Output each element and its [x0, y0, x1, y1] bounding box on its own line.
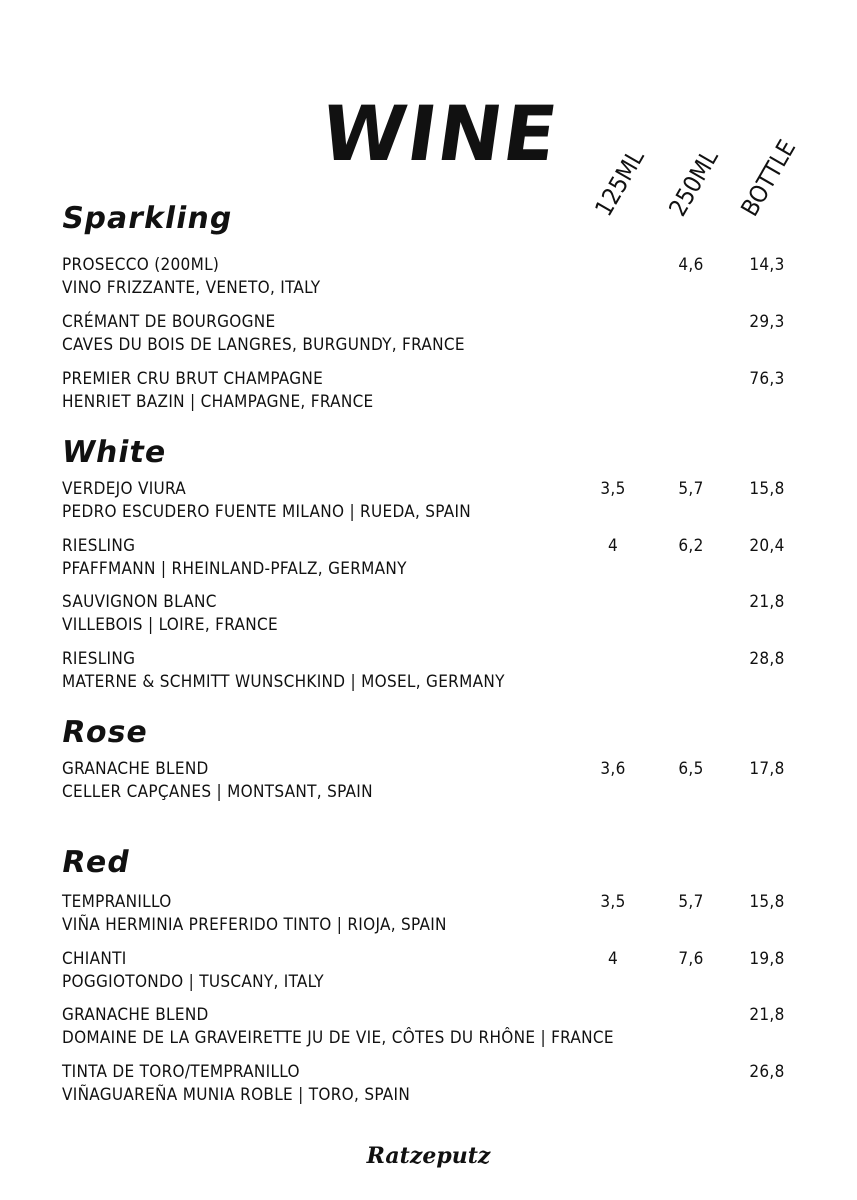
price-250ml: 5,7 [678, 479, 704, 499]
price-bottle: 19,8 [749, 949, 785, 969]
wine-name: PREMIER CRU BRUT CHAMPAGNE [62, 369, 324, 389]
price-bottle: 15,8 [749, 892, 785, 912]
wine-item [62, 311, 802, 357]
price-bottle: 20,4 [749, 536, 785, 556]
price-bottle: 29,3 [749, 312, 785, 332]
wine-item [62, 478, 802, 524]
wine-origin: VIÑAGUAREÑA MUNIA ROBLE | TORO, SPAIN [62, 1085, 411, 1105]
wine-name: RIESLING [62, 536, 136, 556]
wine-name: VERDEJO VIURA [62, 479, 187, 499]
price-bottle: 14,3 [749, 255, 785, 275]
wine-name: RIESLING [62, 649, 136, 669]
wine-name: TEMPRANILLO [62, 892, 172, 912]
wine-item [62, 1061, 802, 1107]
wine-name: CRÉMANT DE BOURGOGNE [62, 312, 276, 332]
price-bottle: 17,8 [749, 759, 785, 779]
price-125ml: 4 [607, 949, 619, 969]
column-header-bottle: BOTTLE [735, 135, 802, 221]
wine-item [62, 591, 802, 637]
section-heading-rose: Rose [59, 715, 152, 750]
wine-origin: VINO FRIZZANTE, VENETO, ITALY [62, 278, 321, 298]
price-bottle: 28,8 [749, 649, 785, 669]
wine-name: SAUVIGNON BLANC [62, 592, 217, 612]
wine-origin: POGGIOTONDO | TUSCANY, ITALY [62, 972, 324, 992]
wine-origin: HENRIET BAZIN | CHAMPAGNE, FRANCE [62, 392, 374, 412]
price-125ml: 3,5 [600, 892, 626, 912]
price-125ml: 3,6 [600, 759, 626, 779]
wine-item [62, 535, 802, 581]
price-250ml: 5,7 [678, 892, 704, 912]
wine-item [62, 948, 802, 994]
brand-logo: Ratzeputz [366, 1143, 491, 1169]
price-250ml: 6,5 [678, 759, 704, 779]
price-bottle: 76,3 [749, 369, 785, 389]
wine-name: GRANACHE BLEND [62, 1005, 209, 1025]
wine-item [62, 368, 802, 414]
price-250ml: 4,6 [678, 255, 704, 275]
wine-name: TINTA DE TORO/TEMPRANILLO [62, 1062, 300, 1082]
wine-name: PROSECCO (200ML) [62, 255, 220, 275]
price-125ml: 4 [607, 536, 619, 556]
wine-origin: PFAFFMANN | RHEINLAND-PFALZ, GERMANY [62, 559, 407, 579]
price-bottle: 21,8 [749, 1005, 785, 1025]
wine-origin: PEDRO ESCUDERO FUENTE MILANO | RUEDA, SPAIN [62, 502, 472, 522]
wine-origin: DOMAINE DE LA GRAVEIRETTE JU DE VIE, CÔTES DU RHÔNE | FRANCE [62, 1028, 614, 1048]
price-bottle: 21,8 [749, 592, 785, 612]
section-heading-white: White [59, 435, 170, 470]
wine-origin: VIÑA HERMINIA PREFERIDO TINTO | RIOJA, SPAIN [62, 915, 447, 935]
wine-item [62, 891, 802, 937]
price-250ml: 6,2 [678, 536, 704, 556]
wine-name: CHIANTI [62, 949, 127, 969]
price-250ml: 7,6 [678, 949, 704, 969]
wine-item [62, 254, 802, 300]
wine-item [62, 1004, 802, 1050]
price-125ml: 3,5 [600, 479, 626, 499]
wine-origin: MATERNE & SCHMITT WUNSCHKIND | MOSEL, GERMANY [62, 672, 505, 692]
wine-item [62, 758, 802, 804]
wine-name: GRANACHE BLEND [62, 759, 209, 779]
wine-origin: VILLEBOIS | LOIRE, FRANCE [62, 615, 278, 635]
column-header-125ml: 125ML [589, 144, 650, 221]
page-title: WINE [315, 89, 565, 178]
price-bottle: 26,8 [749, 1062, 785, 1082]
wine-item [62, 648, 802, 694]
wine-origin: CELLER CAPÇANES | MONTSANT, SPAIN [62, 782, 373, 802]
column-header-250ml: 250ML [663, 144, 724, 221]
section-heading-red: Red [59, 845, 134, 880]
section-heading-sparkling: Sparkling [59, 201, 236, 236]
wine-origin: CAVES DU BOIS DE LANGRES, BURGUNDY, FRANCE [62, 335, 465, 355]
price-bottle: 15,8 [749, 479, 785, 499]
